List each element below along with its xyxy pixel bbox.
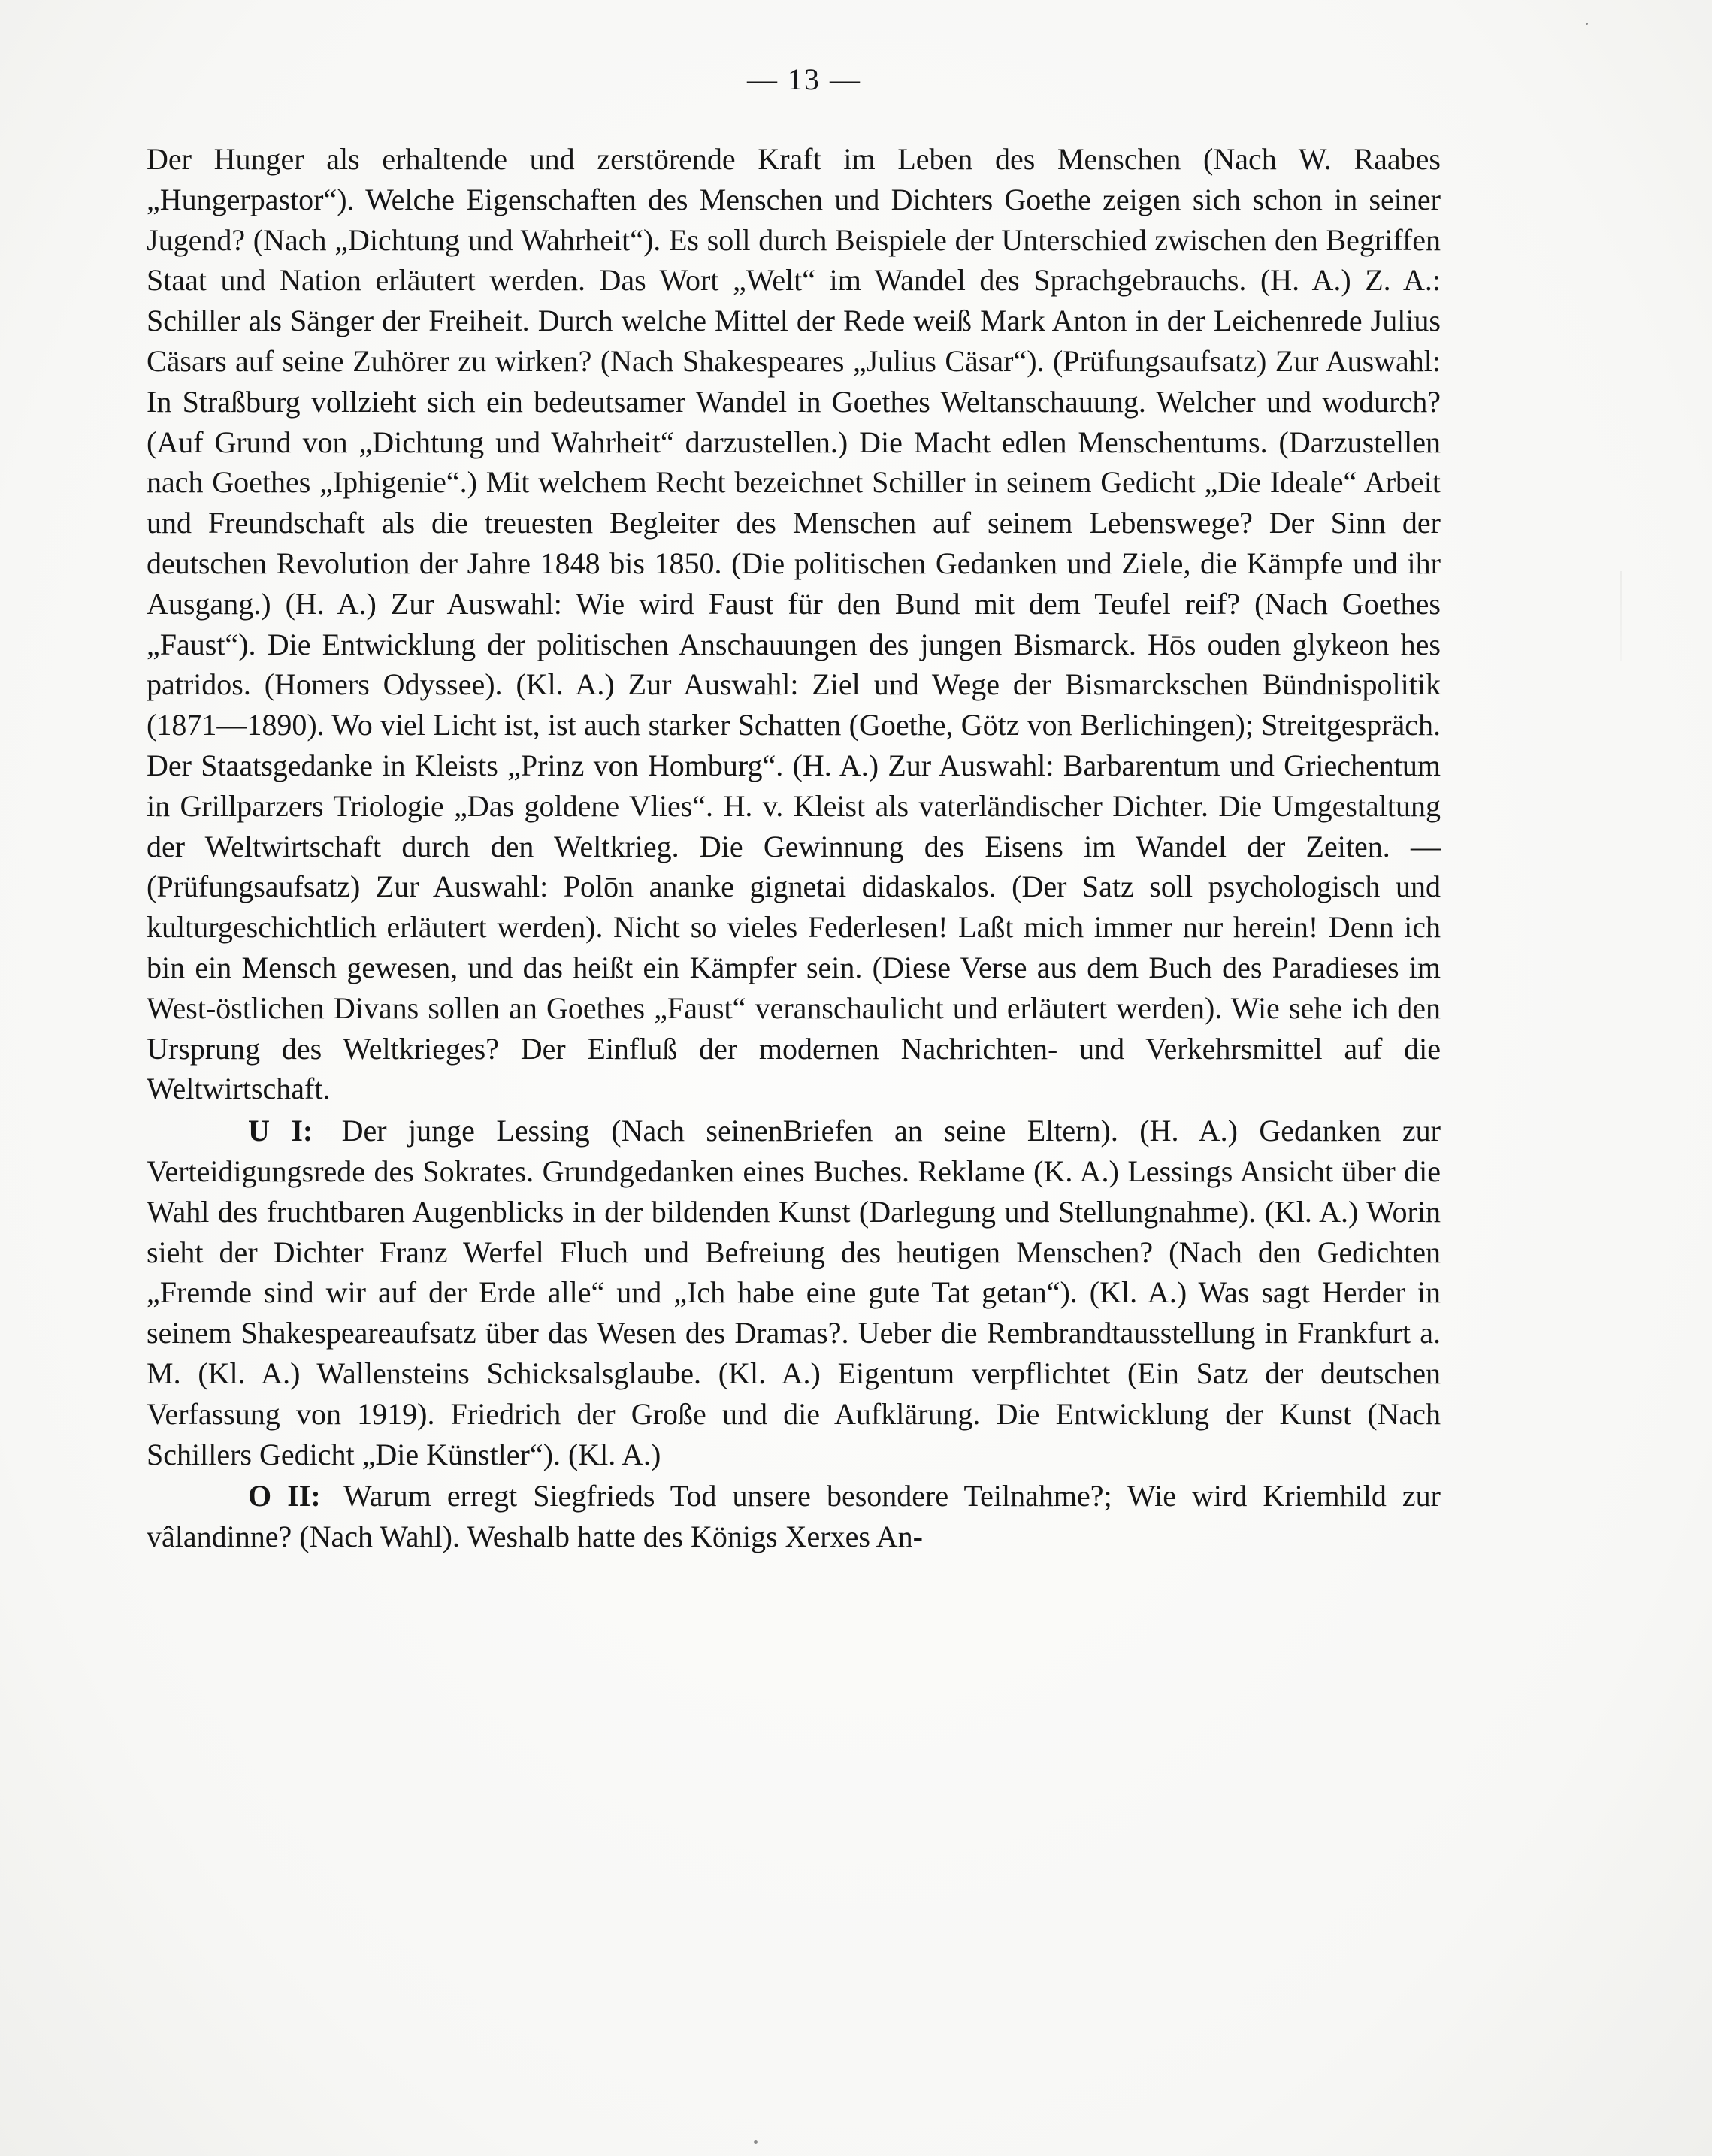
scan-speck [1586,23,1588,25]
section-label-o-ii: O II: [248,1479,321,1513]
body-text [147,139,1441,1557]
paragraph-topics-list [147,139,1441,1109]
section-label-u-i: U I: [248,1114,313,1148]
paragraph-text: Warum erregt Siegfrieds Tod unsere besondere Teilnahme?; Wie wird Kriemhild zur vâlandinne? (Nach Wahl). Weshalb hatte des Königs Xerxes An- [147,1479,1441,1554]
scan-artifact [1620,571,1622,661]
paragraph-u-i [147,1111,1441,1474]
scan-speck [754,2140,758,2144]
page-number: — 13 — [747,62,861,96]
paragraph-o-ii [147,1476,1441,1557]
paragraph-text: Der Hunger als erhaltende und zerstörende Kraft im Leben des Menschen (Nach W. Raabes „Hungerpastor“). Welche Eigenschaften des Menschen und Dichters Goethe zeigen sich schon in seiner Jugend? (Nach „Dichtung und Wahrheit“). Es soll durch Beispiele der Unterschied zwischen den Begriffen Staat und Nation erläutert werden. Das Wort „Welt“ im Wandel des Sprachgebrauchs. (H. A.) Z. A.: Schiller als Sänger der Freiheit. Durch welche Mittel der Rede weiß Mark Anton in der Leichenrede Julius Cäsars auf seine Zuhörer zu wirken? (Nach Shakespeares „Julius Cäsar“). (Prüfungsaufsatz) Zur Auswahl: In Straßburg vollzieht sich ein bedeutsamer Wandel in Goethes Weltanschauung. Welcher und wodurch? (Auf Grund von „Dichtung und Wahrheit“ darzustellen.) Die Macht edlen Menschentums. (Darzustellen nach Goethes „Iphigenie“.) Mit welchem Recht bezeichnet Schiller in seinem Gedicht „Die Ideale“ Arbeit und Freundschaft als die treuesten Begleiter des Menschen auf seinem Lebenswege? Der Sinn der deutschen Revolution der Jahre 1848 bis 1850. (Die politischen Gedanken und Ziele, die Kämpfe und ihr Ausgang.) (H. A.) Zur Auswahl: Wie wird Faust für den Bund mit dem Teufel reif? (Nach Goethes „Faust“). Die Entwicklung der politischen Anschauungen des jungen Bismarck. Hōs ouden glykeon hes patridos. (Homers Odyssee). (Kl. A.) Zur Auswahl: Ziel und Wege der Bismarckschen Bündnispolitik (1871—1890). Wo viel Licht ist, ist auch starker Schatten (Goethe, Götz von Berlichingen); Streitgespräch. Der Staatsgedanke in Kleists „Prinz von Homburg“. (H. A.) Zur Auswahl: Barbarentum und Griechentum in Grillparzers Triologie „Das goldene Vlies“. H. v. Kleist als vaterländischer Dichter. Die Umgestaltung der Weltwirtschaft durch den Weltkrieg. Die Gewinnung des Eisens im Wandel der Zeiten. — (Prüfungsaufsatz) Zur Auswahl: Polōn ananke gignetai didaskalos. (Der Satz soll psychologisch und kulturgeschichtlich erläutert werden). Nicht so vieles Federlesen! Laßt mich immer nur herein! Denn ich bin ein Mensch gewesen, und das heißt ein Kämpfer sein. (Diese Verse aus dem Buch des Paradieses im West-östlichen Divans sollen an Goethes „Faust“ veranschaulicht und erläutert werden). Wie sehe ich den Ursprung des Weltkrieges? Der Einfluß der modernen Nachrichten- und Verkehrsmittel auf die Weltwirtschaft. [147,142,1441,1106]
paragraph-text: Der junge Lessing (Nach seinenBriefen an seine Eltern). (H. A.) Gedanken zur Verteidigungsrede des Sokrates. Grundgedanken eines Buches. Reklame (K. A.) Lessings Ansicht über die Wahl des fruchtbaren Augenblicks in der bildenden Kunst (Darlegung und Stellungnahme). (Kl. A.) Worin sieht der Dichter Franz Werfel Fluch und Befreiung des heutigen Menschen? (Nach den Gedichten „Fremde sind wir auf der Erde alle“ und „Ich habe eine gute Tat getan“). (Kl. A.) Was sagt Herder in seinem Shakespeareaufsatz über das Wesen des Dramas?. Ueber die Rembrandtausstellung in Frankfurt a. M. (Kl. A.) Wallensteins Schicksalsglaube. (Kl. A.) Eigentum verpflichtet (Ein Satz der deutschen Verfassung von 1919). Friedrich der Große und die Aufklärung. Die Entwicklung der Kunst (Nach Schillers Gedicht „Die Künstler“). (Kl. A.) [147,1114,1441,1471]
